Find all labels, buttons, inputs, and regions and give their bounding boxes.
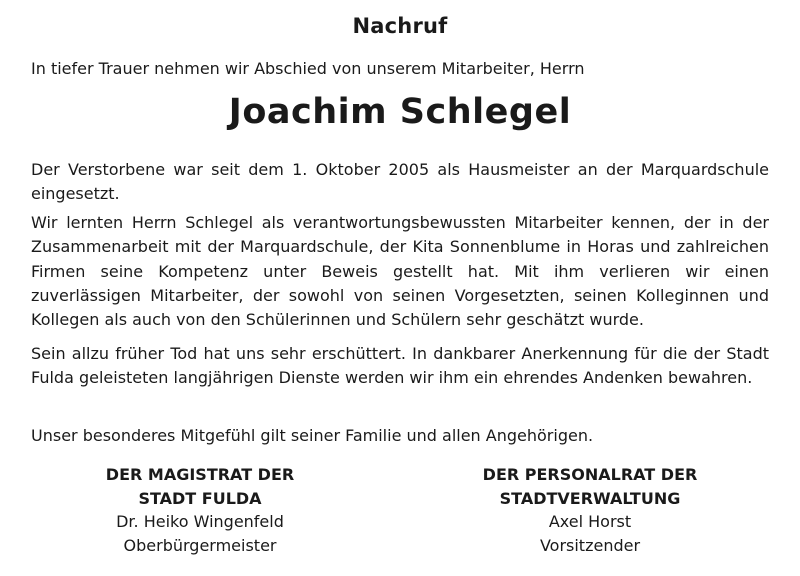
signature-personalrat: [440, 463, 740, 557]
signature-role: Oberbürgermeister: [123, 535, 277, 555]
signature-org-line: DER MAGISTRAT DER: [105, 465, 295, 484]
deceased-name: Joachim Schlegel: [228, 92, 572, 132]
notice-heading: Nachruf: [352, 14, 448, 38]
paragraph-condolences: Unser besonderes Mitgefühl gilt seiner Familie und allen Angehörigen.: [31, 426, 594, 445]
signature-magistrat: [50, 463, 350, 557]
signature-org-line: DER PERSONALRAT DER: [482, 465, 698, 484]
signature-person: Dr. Heiko Wingenfeld: [116, 512, 284, 531]
paragraph-employment: Der Verstorbene war seit dem 1. Oktober 2005 als Hausmeister an der Marquardschule eingesetzt.: [31, 160, 769, 204]
intro-line: In tiefer Trauer nehmen wir Abschied von unserem Mitarbeiter, Herrn: [31, 59, 585, 78]
signature-role: Vorsitzender: [539, 535, 641, 555]
paragraph-tribute: Wir lernten Herrn Schlegel als verantwortungsbewussten Mitarbeiter kennen, der in der Zusammenarbeit mit der Marquardschule, der Kita Sonnenblume in Horas und zahlreichen Firmen seine Kompetenz unter Beweis gestellt hat. Mit ihm verlieren wir einen zuverlässigen Mitarbeiter, der sowohl von seinen Vorgesetzten, seinen Kolleginnen und Kollegen als auch von den Schülerinnen und Schülern sehr geschätzt wurde.: [31, 213, 769, 330]
signature-org-line: STADTVERWALTUNG: [499, 488, 681, 508]
signature-person: Axel Horst: [548, 512, 632, 531]
paragraph-gratitude: Sein allzu früher Tod hat uns sehr erschüttert. In dankbarer Anerkennung für die der Stadt Fulda geleisteten langjährigen Dienste werden wir ihm ein ehrendes Andenken bewahren.: [31, 344, 769, 388]
signature-org-line: STADT FULDA: [138, 488, 262, 508]
